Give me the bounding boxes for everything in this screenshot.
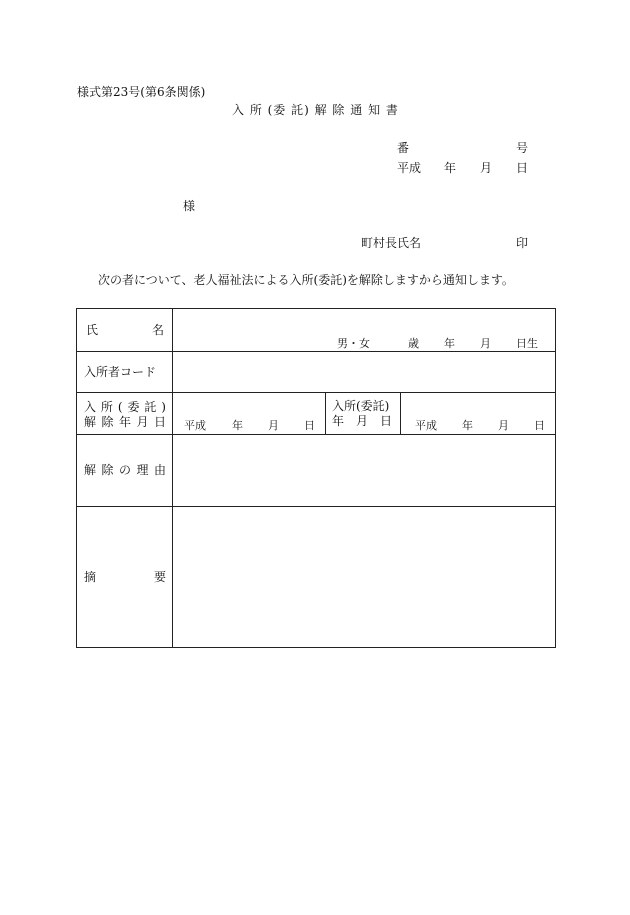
admission-date-day: 日 xyxy=(534,419,545,432)
row-divider xyxy=(77,434,555,435)
seal-mark: 印 xyxy=(516,236,529,250)
gender-options: 男・女 xyxy=(337,337,370,350)
label-column-divider xyxy=(172,309,173,647)
admission-date-label-line2: 年 月 日 xyxy=(332,414,392,428)
intro-text: 次の者について、老人福祉法による入所(委託)を解除しますから通知します。 xyxy=(98,273,514,287)
row-divider xyxy=(77,506,555,507)
header-date-era: 平成 xyxy=(397,161,422,175)
admission-date-month: 月 xyxy=(498,419,509,432)
birth-day: 日生 xyxy=(516,337,538,350)
header-date-month: 月 xyxy=(480,161,493,175)
mayor-label: 町村長氏名 xyxy=(361,236,422,250)
cancel-date-day: 日 xyxy=(304,419,315,432)
date-cell-divider xyxy=(325,392,326,434)
number-prefix: 番 xyxy=(397,141,410,155)
cancel-date-month: 月 xyxy=(268,419,279,432)
name-label: 氏 名 xyxy=(86,323,164,337)
header-date-day: 日 xyxy=(516,161,529,175)
notice-table xyxy=(76,308,556,648)
admission-date-label-line1: 入所(委託) xyxy=(332,399,390,413)
birth-month: 月 xyxy=(480,337,491,350)
date-cell-divider xyxy=(400,392,401,434)
cancel-date-label-line2: 解 除 年 月 日 xyxy=(84,415,166,429)
cancel-date-label-line1: 入 所 ( 委 託 ) xyxy=(84,400,166,414)
birth-year: 年 xyxy=(444,337,455,350)
form-number: 様式第23号(第6条関係) xyxy=(77,85,206,99)
reason-label: 解 除 の 理 由 xyxy=(84,463,166,477)
header-date-year: 年 xyxy=(444,161,457,175)
admission-date-year: 年 xyxy=(462,419,473,432)
cancel-date-era: 平成 xyxy=(184,419,206,432)
age-unit: 歳 xyxy=(408,337,419,350)
resident-code-label: 入所者コード xyxy=(84,365,157,379)
row-divider xyxy=(77,351,555,352)
remarks-label: 摘 要 xyxy=(84,570,166,584)
admission-date-era: 平成 xyxy=(415,419,437,432)
addressee-suffix: 様 xyxy=(183,199,196,213)
row-divider xyxy=(77,392,555,393)
number-suffix: 号 xyxy=(516,141,529,155)
document-title: 入 所 (委 託) 解 除 通 知 書 xyxy=(232,103,399,117)
cancel-date-year: 年 xyxy=(232,419,243,432)
